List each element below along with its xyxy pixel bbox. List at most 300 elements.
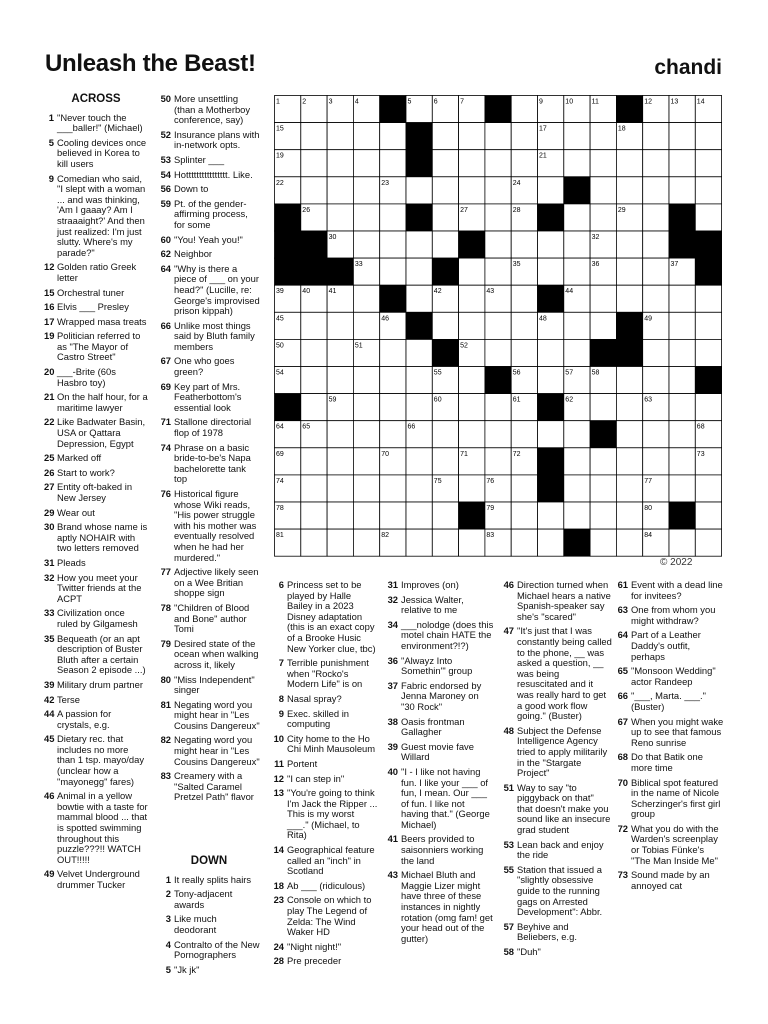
grid-cell[interactable] xyxy=(353,177,379,204)
grid-cell[interactable] xyxy=(669,529,695,556)
grid-cell[interactable] xyxy=(353,231,379,258)
clue-down-5[interactable] xyxy=(157,965,261,976)
grid-cell[interactable] xyxy=(643,177,669,204)
grid-cell[interactable] xyxy=(511,96,537,123)
grid-cell[interactable] xyxy=(511,123,537,150)
clue-across-80[interactable] xyxy=(157,675,261,696)
grid-cell[interactable] xyxy=(669,177,695,204)
grid-cell[interactable] xyxy=(327,150,353,177)
grid-cell[interactable] xyxy=(353,529,379,556)
clue-down-73[interactable] xyxy=(614,870,726,891)
cell-number: 32 xyxy=(591,234,600,241)
grid-cell[interactable] xyxy=(643,231,669,258)
grid-cell[interactable] xyxy=(459,150,485,177)
clue-across-26[interactable] xyxy=(44,468,148,479)
grid-cell[interactable] xyxy=(564,502,590,529)
clue-down-1[interactable] xyxy=(157,875,261,886)
grid-cell[interactable] xyxy=(564,204,590,231)
grid-cell[interactable] xyxy=(485,177,511,204)
grid-cell[interactable] xyxy=(327,529,353,556)
clue-across-39[interactable] xyxy=(44,680,148,691)
grid-cell[interactable] xyxy=(616,285,642,312)
grid-cell[interactable] xyxy=(695,312,721,339)
clue-down-48[interactable] xyxy=(500,726,612,779)
cell-number: 17 xyxy=(539,125,547,133)
grid-cell[interactable] xyxy=(695,502,721,529)
grid-cell[interactable] xyxy=(669,394,695,421)
grid-cell[interactable] xyxy=(538,421,564,448)
grid-cell[interactable] xyxy=(695,529,721,556)
clue-text: Marked off xyxy=(57,452,102,464)
grid-cell[interactable] xyxy=(301,177,327,204)
clue-across-30[interactable] xyxy=(44,522,148,554)
grid-cell[interactable] xyxy=(327,448,353,475)
grid-cell[interactable] xyxy=(459,529,485,556)
grid-cell[interactable] xyxy=(327,475,353,502)
grid-cell[interactable] xyxy=(353,204,379,231)
grid-cell[interactable] xyxy=(353,367,379,394)
clue-down-11[interactable] xyxy=(270,759,378,770)
grid-cell[interactable] xyxy=(564,312,590,339)
grid-cell[interactable] xyxy=(511,285,537,312)
grid-cell[interactable] xyxy=(616,150,642,177)
grid-cell[interactable] xyxy=(511,150,537,177)
clue-down-58[interactable] xyxy=(500,947,612,958)
clue-down-4[interactable] xyxy=(157,940,261,961)
grid-cell[interactable] xyxy=(459,123,485,150)
grid-cell[interactable] xyxy=(564,150,590,177)
grid-cell[interactable] xyxy=(564,123,590,150)
grid-cell[interactable] xyxy=(643,258,669,285)
clue-down-46[interactable] xyxy=(500,580,612,622)
grid-cell[interactable] xyxy=(616,367,642,394)
grid-cell[interactable] xyxy=(643,285,669,312)
grid-cell[interactable] xyxy=(590,150,616,177)
clue-across-15[interactable] xyxy=(44,288,148,299)
grid-cell[interactable] xyxy=(511,312,537,339)
grid-cell[interactable] xyxy=(353,123,379,150)
grid-cell[interactable] xyxy=(643,123,669,150)
clue-down-7[interactable] xyxy=(270,658,378,690)
clue-text: Negating word you might hear in "Les Cousins Dangereux" xyxy=(174,698,260,731)
clue-down-24[interactable] xyxy=(270,942,378,953)
clue-down-51[interactable] xyxy=(500,783,612,836)
grid-cell[interactable] xyxy=(301,529,327,556)
clue-across-54[interactable] xyxy=(157,170,261,181)
grid-cell[interactable] xyxy=(406,258,432,285)
grid-cell[interactable] xyxy=(406,367,432,394)
grid-cell[interactable] xyxy=(485,394,511,421)
grid-cell[interactable] xyxy=(695,285,721,312)
grid-cell[interactable] xyxy=(485,231,511,258)
grid-cell[interactable] xyxy=(432,123,458,150)
clue-number: 62 xyxy=(160,248,171,260)
clue-text: Unlike most things said by Bluth family members xyxy=(174,319,255,352)
grid-cell[interactable] xyxy=(643,339,669,366)
grid-cell[interactable] xyxy=(301,448,327,475)
clue-down-68[interactable] xyxy=(614,752,726,773)
clue-across-19[interactable] xyxy=(44,331,148,363)
clue-across-31[interactable] xyxy=(44,558,148,569)
clue-down-23[interactable] xyxy=(270,895,378,937)
grid-cell[interactable] xyxy=(590,394,616,421)
grid-cell[interactable] xyxy=(327,421,353,448)
grid-cell[interactable] xyxy=(616,177,642,204)
grid-cell[interactable] xyxy=(459,258,485,285)
clue-down-37[interactable] xyxy=(384,681,494,713)
clue-across-52[interactable] xyxy=(157,130,261,151)
clue-across-62[interactable] xyxy=(157,249,261,260)
grid-cell[interactable] xyxy=(616,448,642,475)
grid-cell[interactable] xyxy=(380,150,406,177)
clue-down-67[interactable] xyxy=(614,717,726,749)
cell-number: 50 xyxy=(276,342,284,350)
clue-across-32[interactable] xyxy=(44,573,148,605)
grid-cell[interactable] xyxy=(616,502,642,529)
grid-cell[interactable] xyxy=(616,394,642,421)
clue-across-45[interactable] xyxy=(44,734,148,787)
grid-cell[interactable] xyxy=(695,150,721,177)
grid-cell[interactable] xyxy=(616,475,642,502)
clue-across-46[interactable] xyxy=(44,791,148,865)
grid-cell[interactable] xyxy=(459,394,485,421)
grid-cell[interactable] xyxy=(380,475,406,502)
grid-cell[interactable] xyxy=(353,475,379,502)
cell-number: 42 xyxy=(433,288,442,296)
grid-cell[interactable] xyxy=(353,150,379,177)
grid-cell[interactable] xyxy=(432,204,458,231)
grid-cell[interactable] xyxy=(353,502,379,529)
clue-number: 64 xyxy=(617,629,628,641)
grid-cell[interactable] xyxy=(380,421,406,448)
clue-down-39[interactable] xyxy=(384,742,494,763)
clue-down-53[interactable] xyxy=(500,840,612,861)
clue-across-16[interactable] xyxy=(44,302,148,313)
clue-across-82[interactable] xyxy=(157,735,261,767)
clue-across-76[interactable] xyxy=(157,489,261,563)
clue-across-59[interactable] xyxy=(157,199,261,231)
grid-cell[interactable] xyxy=(380,123,406,150)
grid-cell[interactable] xyxy=(590,529,616,556)
clue-text: Improves (on) xyxy=(401,579,459,590)
grid-cell[interactable] xyxy=(327,502,353,529)
clue-across-44[interactable] xyxy=(44,709,148,730)
grid-cell[interactable] xyxy=(485,421,511,448)
grid-cell[interactable] xyxy=(669,421,695,448)
clue-number: 21 xyxy=(44,391,55,403)
grid-cell[interactable] xyxy=(380,367,406,394)
clue-down-36[interactable] xyxy=(384,656,494,677)
grid-cell[interactable] xyxy=(301,339,327,366)
grid-cell[interactable] xyxy=(327,123,353,150)
clue-down-8[interactable] xyxy=(270,694,378,705)
grid-cell[interactable] xyxy=(564,421,590,448)
clue-across-79[interactable] xyxy=(157,639,261,671)
grid-cell[interactable] xyxy=(669,123,695,150)
clue-number: 41 xyxy=(387,833,398,845)
grid-cell[interactable] xyxy=(380,231,406,258)
clue-text: "Why is there a piece of ___ on your head?" (Lucille, re: George's improvised prison kippah) xyxy=(174,262,260,317)
grid-cell[interactable] xyxy=(669,367,695,394)
grid-cell[interactable] xyxy=(301,394,327,421)
grid-cell[interactable] xyxy=(590,123,616,150)
clue-across-77[interactable] xyxy=(157,567,261,599)
grid-cell[interactable] xyxy=(406,394,432,421)
grid-cell[interactable] xyxy=(327,367,353,394)
grid-cell[interactable] xyxy=(695,177,721,204)
grid-cell[interactable] xyxy=(590,285,616,312)
grid-cell[interactable] xyxy=(406,231,432,258)
grid-cell[interactable] xyxy=(695,394,721,421)
clue-across-71[interactable] xyxy=(157,417,261,438)
grid-cell[interactable] xyxy=(459,367,485,394)
clue-text: "You're going to think I'm Jack the Ripper ... This is my worst ___." (Michael, to Rita) xyxy=(287,787,378,841)
clue-across-5[interactable] xyxy=(44,138,148,170)
grid-cell[interactable] xyxy=(459,421,485,448)
clue-across-83[interactable] xyxy=(157,771,261,803)
grid-cell[interactable] xyxy=(538,177,564,204)
grid-cell[interactable] xyxy=(353,312,379,339)
grid-cell[interactable] xyxy=(485,258,511,285)
grid-cell[interactable] xyxy=(485,150,511,177)
grid-cell[interactable] xyxy=(459,177,485,204)
grid-cell[interactable] xyxy=(511,475,537,502)
clue-across-29[interactable] xyxy=(44,508,148,519)
grid-cell[interactable] xyxy=(406,448,432,475)
grid-cell[interactable] xyxy=(406,529,432,556)
grid-cell[interactable] xyxy=(538,231,564,258)
clue-down-61[interactable] xyxy=(614,580,726,601)
grid-cell[interactable] xyxy=(327,177,353,204)
grid-cell[interactable] xyxy=(538,502,564,529)
grid-cell[interactable] xyxy=(538,367,564,394)
grid-cell[interactable] xyxy=(353,448,379,475)
grid-cell[interactable] xyxy=(590,204,616,231)
grid-cell[interactable] xyxy=(669,150,695,177)
block-cell xyxy=(616,312,642,339)
clue-across-66[interactable] xyxy=(157,321,261,353)
grid-cell[interactable] xyxy=(669,448,695,475)
grid-cell[interactable] xyxy=(564,258,590,285)
clue-number: 16 xyxy=(44,301,55,313)
clue-across-12[interactable] xyxy=(44,262,148,283)
grid-cell[interactable] xyxy=(511,231,537,258)
cell-number: 63 xyxy=(644,396,652,404)
grid-cell[interactable] xyxy=(432,231,458,258)
grid-cell[interactable] xyxy=(695,123,721,150)
grid-cell[interactable] xyxy=(301,475,327,502)
grid-cell[interactable] xyxy=(353,394,379,421)
clue-down-12[interactable] xyxy=(270,774,378,785)
grid-cell[interactable] xyxy=(511,502,537,529)
grid-cell[interactable] xyxy=(432,448,458,475)
grid-cell[interactable] xyxy=(590,177,616,204)
grid-cell[interactable] xyxy=(511,339,537,366)
grid-cell[interactable] xyxy=(301,367,327,394)
clue-across-60[interactable] xyxy=(157,235,261,246)
grid-cell[interactable] xyxy=(643,367,669,394)
grid-cell[interactable] xyxy=(459,475,485,502)
clue-down-31[interactable] xyxy=(384,580,494,591)
clue-number: 39 xyxy=(387,740,398,752)
grid-cell[interactable] xyxy=(327,339,353,366)
grid-cell[interactable] xyxy=(327,204,353,231)
grid-cell[interactable] xyxy=(616,421,642,448)
grid-cell[interactable] xyxy=(643,204,669,231)
clue-across-33[interactable] xyxy=(44,608,148,629)
clue-across-35[interactable] xyxy=(44,634,148,676)
grid-cell[interactable] xyxy=(590,475,616,502)
grid-cell[interactable] xyxy=(669,339,695,366)
clue-down-32[interactable] xyxy=(384,595,494,616)
grid-cell[interactable] xyxy=(564,339,590,366)
grid-cell[interactable] xyxy=(590,312,616,339)
clue-across-50[interactable] xyxy=(157,94,261,126)
cell-number: 52 xyxy=(460,342,468,350)
clue-across-78[interactable] xyxy=(157,603,261,635)
grid-cell[interactable] xyxy=(406,475,432,502)
grid-cell[interactable] xyxy=(538,339,564,366)
clue-down-63[interactable] xyxy=(614,605,726,626)
grid-cell[interactable] xyxy=(485,123,511,150)
grid-cell[interactable] xyxy=(538,529,564,556)
clue-down-66[interactable] xyxy=(614,691,726,712)
grid-cell[interactable] xyxy=(406,285,432,312)
grid-cell[interactable] xyxy=(380,394,406,421)
clue-across-25[interactable] xyxy=(44,453,148,464)
clue-down-72[interactable] xyxy=(614,824,726,866)
grid-cell[interactable] xyxy=(616,231,642,258)
clue-across-74[interactable] xyxy=(157,443,261,485)
clue-down-55[interactable] xyxy=(500,865,612,918)
clue-down-65[interactable] xyxy=(614,666,726,687)
grid-cell[interactable] xyxy=(643,421,669,448)
grid-cell[interactable] xyxy=(432,529,458,556)
grid-cell[interactable] xyxy=(432,177,458,204)
crossword-grid[interactable] xyxy=(274,95,723,558)
grid-cell[interactable] xyxy=(406,339,432,366)
clue-down-43[interactable] xyxy=(384,870,494,944)
grid-cell[interactable] xyxy=(353,421,379,448)
clue-across-21[interactable] xyxy=(44,392,148,413)
grid-cell[interactable] xyxy=(353,285,379,312)
clue-across-64[interactable] xyxy=(157,264,261,317)
clue-down-3[interactable] xyxy=(157,914,261,935)
clue-down-10[interactable] xyxy=(270,734,378,755)
block-cell xyxy=(616,96,642,123)
clue-across-56[interactable] xyxy=(157,184,261,195)
clue-across-53[interactable] xyxy=(157,155,261,166)
grid-cell[interactable] xyxy=(564,475,590,502)
clue-across-22[interactable] xyxy=(44,417,148,449)
clue-down-41[interactable] xyxy=(384,834,494,866)
clue-down-64[interactable] xyxy=(614,630,726,662)
clue-across-67[interactable] xyxy=(157,356,261,377)
clue-down-18[interactable] xyxy=(270,881,378,892)
grid-cell[interactable] xyxy=(459,285,485,312)
block-cell xyxy=(406,123,432,150)
clue-down-2[interactable] xyxy=(157,889,261,910)
grid-cell[interactable] xyxy=(406,502,432,529)
grid-cell[interactable] xyxy=(301,150,327,177)
grid-cell[interactable] xyxy=(511,529,537,556)
grid-cell[interactable] xyxy=(380,258,406,285)
clue-across-81[interactable] xyxy=(157,700,261,732)
clue-down-9[interactable] xyxy=(270,709,378,730)
grid-cell[interactable] xyxy=(669,312,695,339)
grid-cell[interactable] xyxy=(511,421,537,448)
clue-across-27[interactable] xyxy=(44,482,148,503)
grid-cell[interactable] xyxy=(590,502,616,529)
clue-down-47[interactable] xyxy=(500,626,612,721)
grid-cell[interactable] xyxy=(538,258,564,285)
clue-number: 46 xyxy=(44,790,55,802)
clue-text: "You! Yeah you!" xyxy=(174,233,243,245)
grid-cell[interactable] xyxy=(432,421,458,448)
clue-across-1[interactable] xyxy=(44,113,148,134)
grid-cell[interactable] xyxy=(301,312,327,339)
grid-cell[interactable] xyxy=(301,123,327,150)
clue-down-13[interactable] xyxy=(270,788,378,841)
clue-down-57[interactable] xyxy=(500,922,612,943)
grid-cell[interactable] xyxy=(301,502,327,529)
clue-down-40[interactable] xyxy=(384,767,494,831)
grid-cell[interactable] xyxy=(564,231,590,258)
grid-cell[interactable] xyxy=(695,204,721,231)
clue-down-28[interactable] xyxy=(270,956,378,967)
clue-text: Terrible punishment when "Rocko's Modern Life" is on xyxy=(287,657,369,690)
grid-cell[interactable] xyxy=(695,475,721,502)
clue-across-17[interactable] xyxy=(44,317,148,328)
grid-cell[interactable] xyxy=(485,312,511,339)
grid-cell[interactable] xyxy=(564,448,590,475)
grid-cell[interactable] xyxy=(380,204,406,231)
grid-cell[interactable] xyxy=(432,502,458,529)
grid-cell[interactable] xyxy=(406,177,432,204)
grid-cell[interactable] xyxy=(616,529,642,556)
clue-across-9[interactable] xyxy=(44,174,148,259)
grid-cell[interactable] xyxy=(485,339,511,366)
clue-down-70[interactable] xyxy=(614,778,726,820)
grid-cell[interactable] xyxy=(669,285,695,312)
grid-cell[interactable] xyxy=(485,448,511,475)
clue-down-34[interactable] xyxy=(384,620,494,652)
clue-number: 69 xyxy=(160,380,171,392)
grid-cell[interactable] xyxy=(485,204,511,231)
clue-down-38[interactable] xyxy=(384,717,494,738)
clue-down-6[interactable] xyxy=(270,580,378,654)
grid-cell[interactable] xyxy=(643,448,669,475)
grid-cell[interactable] xyxy=(669,475,695,502)
grid-cell[interactable] xyxy=(459,312,485,339)
grid-cell[interactable] xyxy=(616,258,642,285)
grid-cell[interactable] xyxy=(380,339,406,366)
clue-across-49[interactable] xyxy=(44,869,148,890)
grid-cell[interactable] xyxy=(643,150,669,177)
clue-down-14[interactable] xyxy=(270,845,378,877)
clue-across-20[interactable] xyxy=(44,367,148,388)
clue-across-42[interactable] xyxy=(44,695,148,706)
clue-across-69[interactable] xyxy=(157,382,261,414)
grid-cell[interactable] xyxy=(432,312,458,339)
clue-text: Hotttttttttttttttt. Like. xyxy=(174,168,253,180)
grid-cell[interactable] xyxy=(327,312,353,339)
grid-cell[interactable] xyxy=(380,502,406,529)
grid-cell[interactable] xyxy=(432,150,458,177)
grid-cell[interactable] xyxy=(695,339,721,366)
grid-cell[interactable] xyxy=(590,448,616,475)
clue-number: 31 xyxy=(387,579,398,590)
